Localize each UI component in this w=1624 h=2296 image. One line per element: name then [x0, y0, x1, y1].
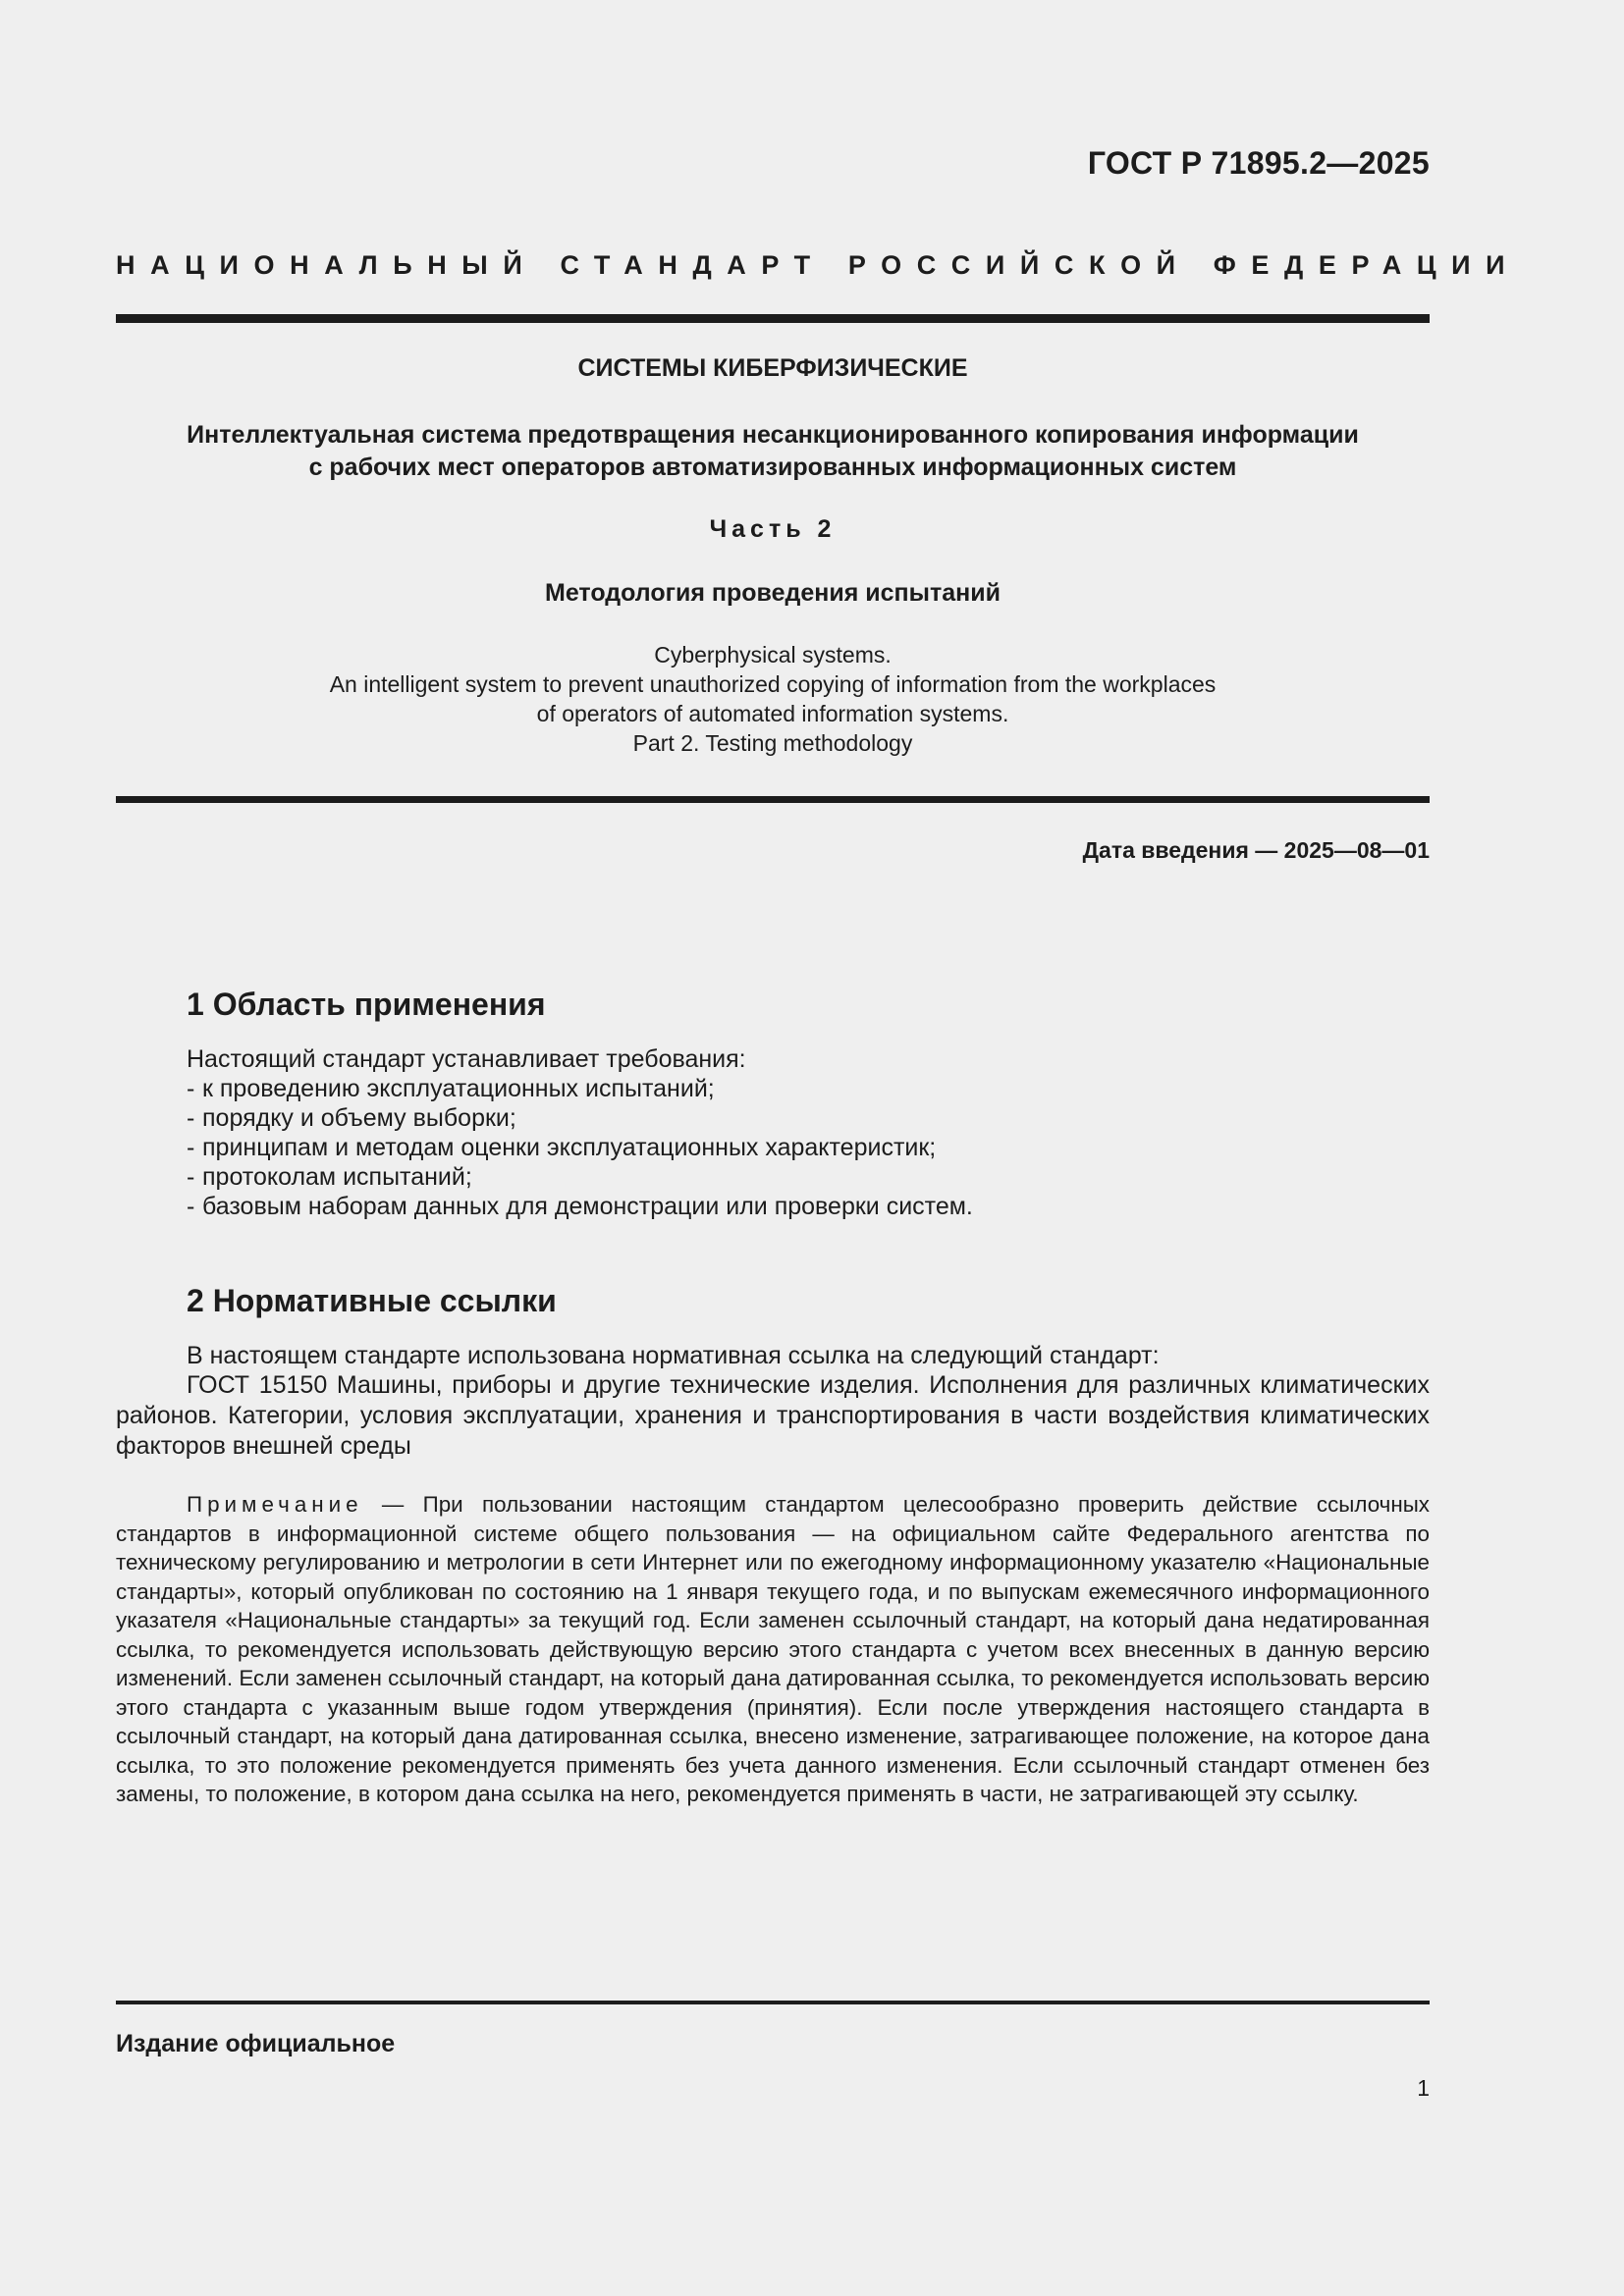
- list-bullet: -: [187, 1075, 195, 1102]
- footer-divider: [116, 2001, 1430, 2004]
- top-divider: [116, 314, 1430, 323]
- subtitle-line-2: с рабочих мест операторов автоматизированных информационных систем: [308, 454, 1237, 481]
- list-item-text: порядку и объему выборки;: [202, 1104, 516, 1132]
- list-item: [187, 1074, 1430, 1103]
- list-item-text: базовым наборам данных для демонстрации или проверки систем.: [202, 1193, 973, 1220]
- middle-divider: [116, 796, 1430, 803]
- subtitle-line-1: Интеллектуальная система предотвращения несанкционированного копирования информации: [187, 421, 1359, 449]
- normative-reference: ГОСТ 15150 Машины, приборы и другие технические изделия. Исполнения для различных климатических районов. Категории, условия эксплуатации, хранения и транспортирования в части воздействия климатических факторов внешней среды: [116, 1371, 1430, 1460]
- english-title-line: Cyberphysical systems.: [654, 642, 892, 667]
- document-title: СИСТЕМЫ КИБЕРФИЗИЧЕСКИЕ: [577, 354, 968, 382]
- document-subtitle: [116, 419, 1430, 484]
- note-label: Примечание: [187, 1492, 363, 1517]
- list-bullet: -: [187, 1193, 195, 1220]
- gost-number: ГОСТ Р 71895.2—2025: [1087, 145, 1430, 181]
- note-text: При пользовании настоящим стандартом целесообразно проверить действие ссылочных стандартов в информационной системе общего пользования — на официальном сайте Федерального агентства по техническому регулированию и метрологии в сети Интернет или по ежегодному информационному указателю «Национальные стандарты», который опубликован по состоянию на 1 января текущего года, и по выпускам ежемесячного информационного указателя «Национальные стандарты» за текущий год. Если заменен ссылочный стандарт, на который дана недатированная ссылка, то рекомендуется использовать действующую версию этого стандарта с учетом всех внесенных в данную версию изменений. Если заменен ссылочный стандарт, на который дана датированная ссылка, то рекомендуется использовать версию этого стандарта с указанным выше годом утверждения (принятия). Если после утверждения настоящего стандарта в ссылочный стандарт, на который дана датированная ссылка, внесено изменение, затрагивающее положение, на которое дана ссылка, то это положение рекомендуется применять без учета данного изменения. Если ссылочный стандарт отменен без замены, то положение, в котором дана ссылка на него, рекомендуется применять в части, не затрагивающей эту ссылку.: [116, 1492, 1430, 1806]
- list-item-text: принципам и методам оценки эксплуатационных характеристик;: [202, 1134, 937, 1161]
- note-dash: —: [362, 1492, 423, 1517]
- list-item: [187, 1103, 1430, 1133]
- list-bullet: -: [187, 1163, 195, 1191]
- part-label: Часть 2: [709, 515, 837, 543]
- national-standard-banner: НАЦИОНАЛЬНЫЙ СТАНДАРТ РОССИЙСКОЙ ФЕДЕРАЦИИ: [116, 250, 1521, 280]
- list-item: [187, 1192, 1430, 1221]
- list-item-text: к проведению эксплуатационных испытаний;: [202, 1075, 715, 1102]
- section-2-intro: В настоящем стандарте использована нормативная ссылка на следующий стандарт:: [187, 1342, 1160, 1369]
- date-of-introduction: Дата введения — 2025—08—01: [1082, 837, 1430, 863]
- english-title-line: An intelligent system to prevent unauthorized copying of information from the workplaces: [329, 671, 1217, 697]
- section-1-body: [187, 1044, 1430, 1221]
- english-title-line: Part 2. Testing methodology: [632, 730, 913, 756]
- section-1-heading: 1 Область применения: [187, 987, 546, 1022]
- part-title: Методология проведения испытаний: [545, 579, 1001, 607]
- section-2-heading: 2 Нормативные ссылки: [187, 1283, 557, 1318]
- english-title: [116, 640, 1430, 758]
- list-item: [187, 1162, 1430, 1192]
- edition-label: Издание официальное: [116, 2030, 396, 2057]
- note-paragraph: [116, 1490, 1430, 1809]
- list-bullet: -: [187, 1104, 195, 1132]
- section-1-intro: Настоящий стандарт устанавливает требования:: [187, 1045, 746, 1073]
- english-title-line: of operators of automated information systems.: [536, 701, 1009, 726]
- page-number: 1: [1417, 2075, 1430, 2101]
- list-item-text: протоколам испытаний;: [202, 1163, 472, 1191]
- list-bullet: -: [187, 1134, 195, 1161]
- list-item: [187, 1133, 1430, 1162]
